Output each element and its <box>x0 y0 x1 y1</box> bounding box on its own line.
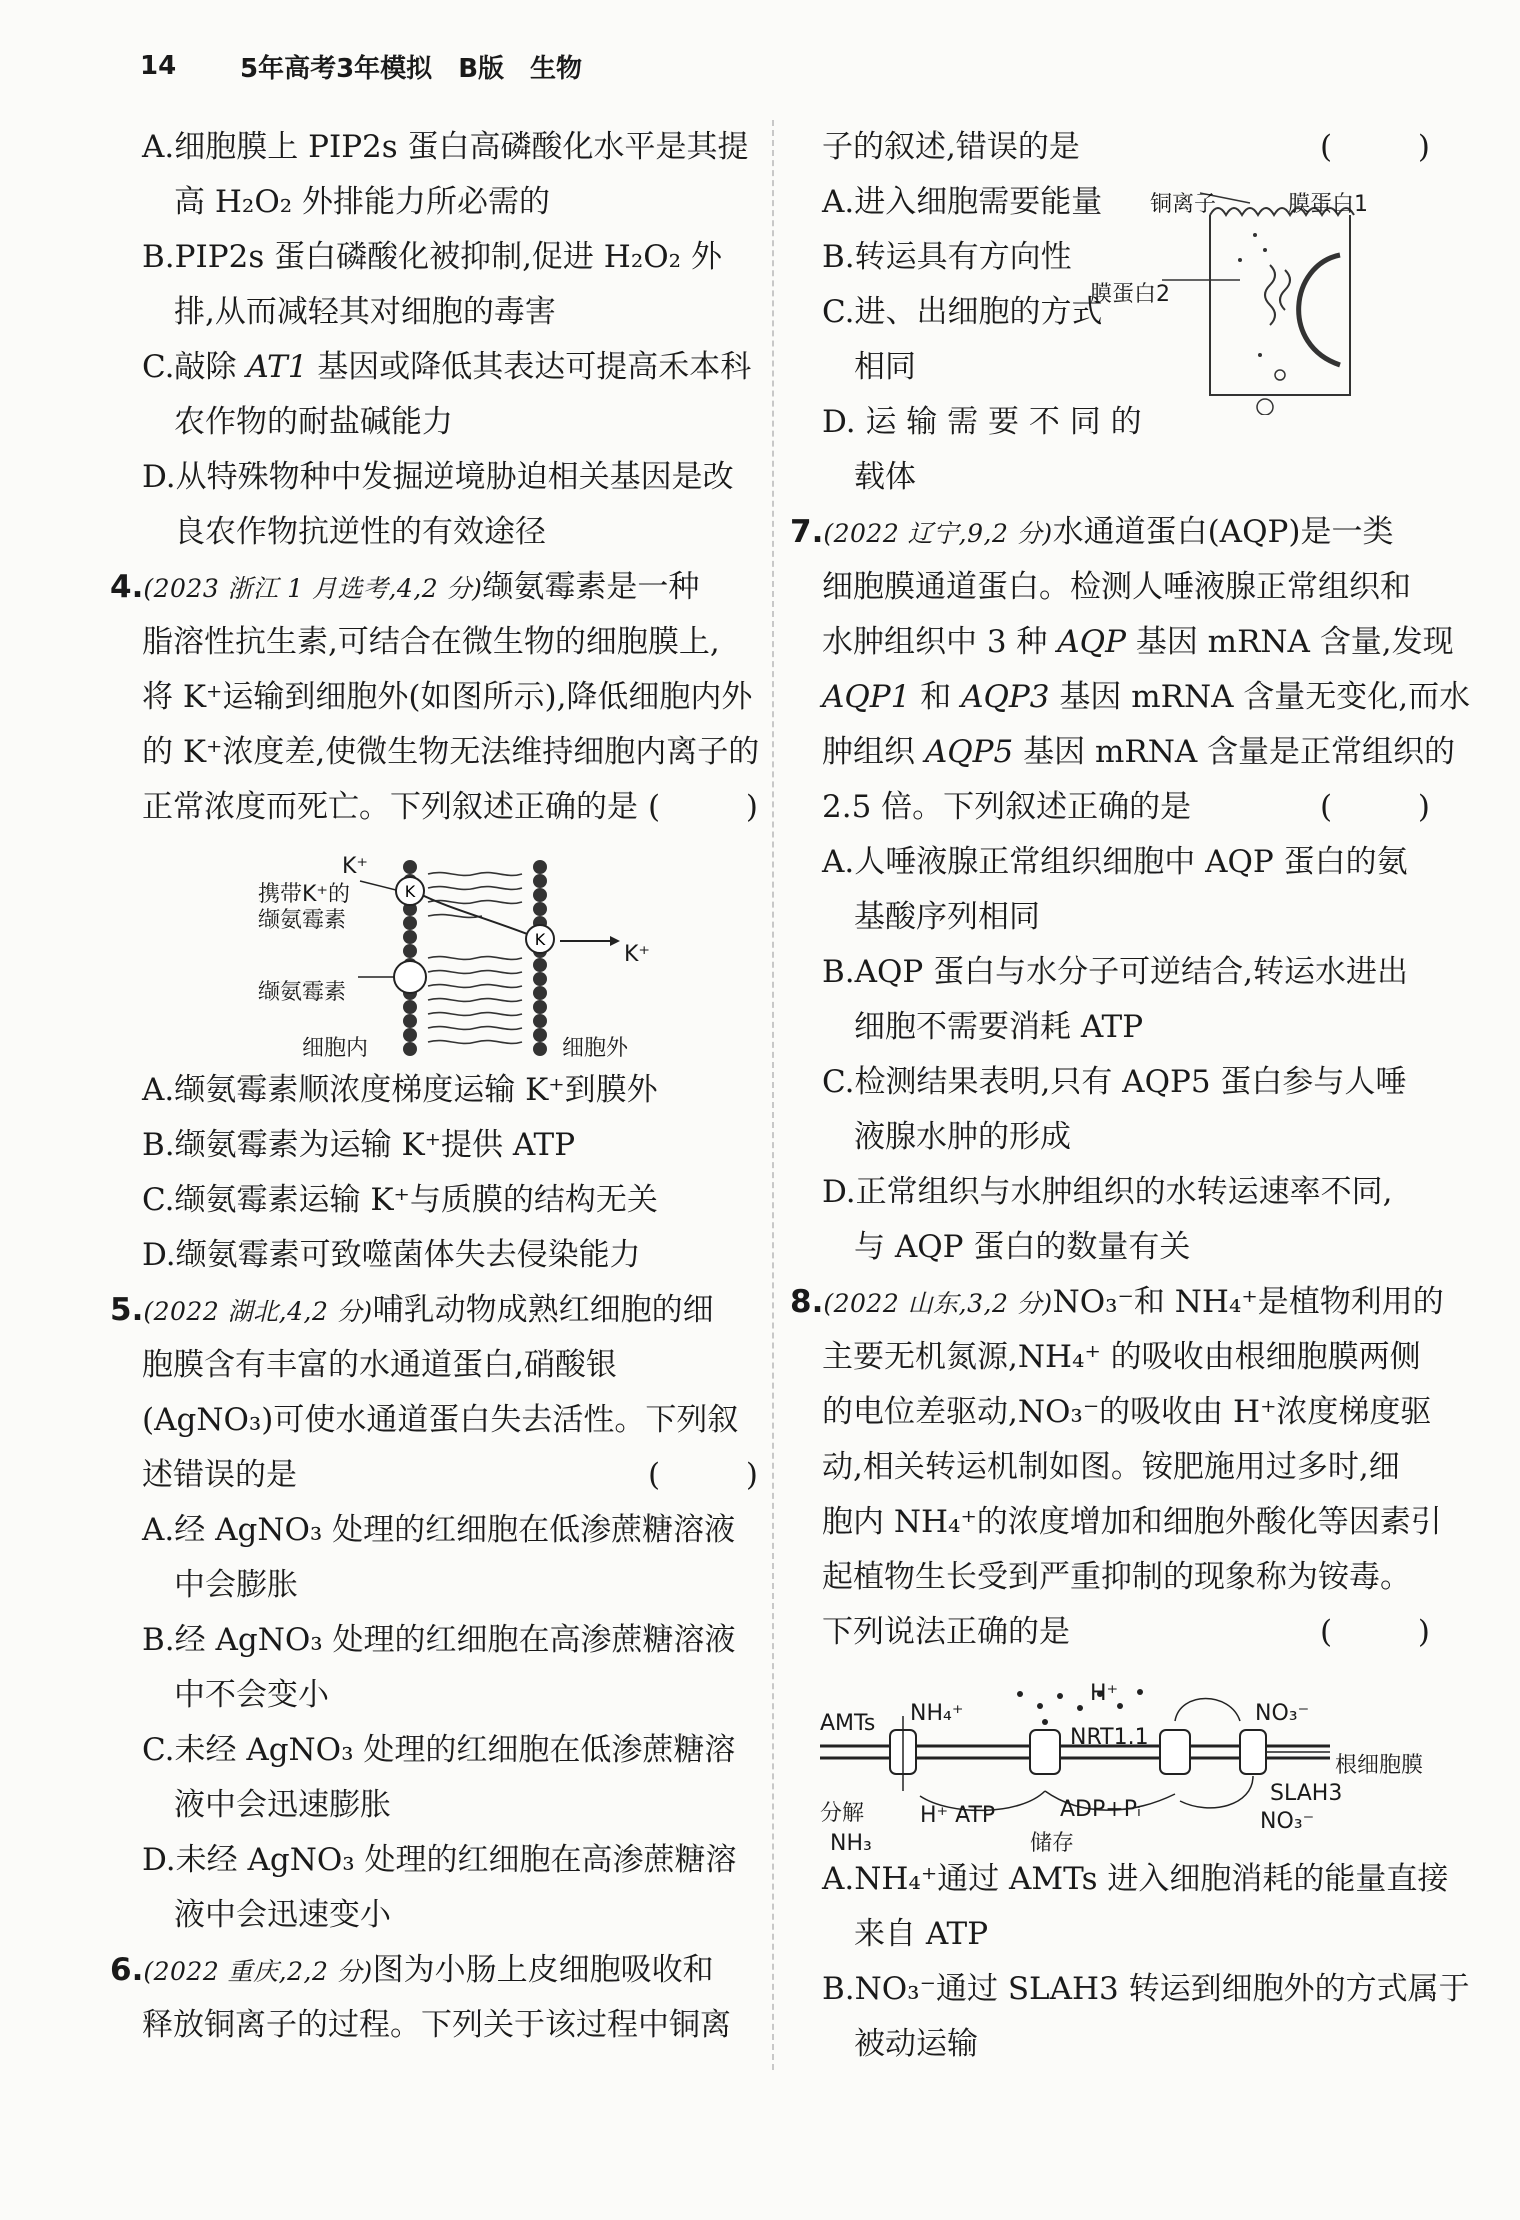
page-header <box>140 46 1440 86</box>
copper-dot <box>1253 233 1257 237</box>
nh4-label: NH₄⁺ <box>910 1701 964 1726</box>
option-c-line1: C.检测结果表明,只有 AQP5 蛋白参与人唾 <box>822 1064 1407 1100</box>
arrow-head <box>610 936 620 946</box>
lipid-tail <box>428 971 522 974</box>
answer-blank: ( ) <box>648 789 758 825</box>
option-a-line2: 中会膨胀 <box>174 1567 298 1603</box>
h-top-label: H⁺ <box>1090 1681 1119 1706</box>
phospholipid-head <box>533 902 547 916</box>
subject-label: 生物 <box>530 53 583 84</box>
inside-label: 细胞内 <box>302 1036 369 1061</box>
phospholipid-head <box>403 1028 417 1042</box>
valinomycin-label: 缬氨霉素 <box>258 980 347 1005</box>
amts-label: AMTs <box>820 1711 876 1736</box>
option-c-line2: 农作物的耐盐碱能力 <box>174 404 453 440</box>
option-a-line1: A.经 AgNO₃ 处理的红细胞在低渗蔗糖溶液 <box>142 1512 736 1548</box>
option-c-line2: 相同 <box>854 349 916 385</box>
phospholipid-head <box>533 860 547 874</box>
nh3-label: NH₃ <box>830 1831 872 1856</box>
lipid-tail <box>428 999 522 1002</box>
carrier-label-2: 缬氨霉素 <box>258 908 347 933</box>
question-7 <box>790 505 1471 1275</box>
option-d-line1: D. 运 输 需 要 不 同 的 <box>822 404 1142 440</box>
option-a-line1: A.细胞膜上 PIP2s 蛋白高磷酸化水平是其提 <box>142 129 749 165</box>
question-number: 4. <box>110 569 144 605</box>
question-number: 7. <box>790 514 824 550</box>
lipid-tail <box>428 1041 522 1044</box>
phospholipid-head <box>533 972 547 986</box>
question-3-options <box>110 120 758 560</box>
option-d-line2: 良农作物抗逆性的有效途径 <box>174 514 546 550</box>
phospholipid-head <box>533 1014 547 1028</box>
question-5 <box>110 1283 758 1943</box>
answer-blank: ( ) <box>648 1457 758 1493</box>
option-b: B.转运具有方向性 <box>822 239 1072 275</box>
phospholipid-head <box>403 1000 417 1014</box>
question-7-stem-line6: 2.5 倍。下列叙述正确的是 ( ) <box>790 780 1430 835</box>
k-top-label: K⁺ <box>342 854 369 879</box>
question-8-stem-line1: 8.(2022 山东,3,2 分)NO₃⁻和 NH₄⁺是植物利用的 <box>790 1284 1444 1320</box>
nucleus <box>1299 255 1340 365</box>
question-4 <box>110 560 758 1283</box>
lipid-tail <box>428 1013 522 1016</box>
h-ion-dot <box>1137 1689 1143 1695</box>
carrier-label-1: 携带K⁺的 <box>258 882 351 907</box>
option-d-line1: D.正常组织与水肿组织的水转运速率不同, <box>822 1174 1393 1210</box>
left-column <box>110 120 758 2053</box>
option-c-line2: 液腺水肿的形成 <box>854 1119 1071 1155</box>
lipid-tail <box>428 873 522 876</box>
nrt-transporter <box>1160 1730 1190 1774</box>
question-6-start <box>110 1943 758 2053</box>
copper-ion-label: 铜离子 <box>1150 192 1217 217</box>
option-c: C.缬氨霉素运输 K⁺与质膜的结构无关 <box>142 1182 658 1218</box>
phospholipid-head <box>403 1042 417 1056</box>
option-a: A.缬氨霉素顺浓度梯度运输 K⁺到膜外 <box>142 1072 658 1108</box>
question-8-stem-line3: 的电位差驱动,NO₃⁻的吸收由 H⁺浓度梯度驱 <box>822 1394 1432 1430</box>
phospholipid-head <box>403 930 417 944</box>
golgi <box>1265 265 1275 325</box>
copper-dot <box>1263 248 1267 252</box>
question-source: (2022 山东,3,2 分) <box>823 1289 1053 1318</box>
option-d-line1: D.从特殊物种中发掘逆境胁迫相关基因是改 <box>142 459 734 495</box>
copper-dot <box>1258 353 1262 357</box>
question-number: 8. <box>790 1284 824 1320</box>
question-6-stem-line2: 释放铜离子的过程。下列关于该过程中铜离 <box>142 2007 731 2043</box>
h-cycle-arrow <box>1175 1699 1240 1722</box>
option-b-line1: B.PIP2s 蛋白磷酸化被抑制,促进 H₂O₂ 外 <box>142 239 722 275</box>
option-a-line1: A.人唾液腺正常组织细胞中 AQP 蛋白的氨 <box>822 844 1408 880</box>
option-b-line2: 被动运输 <box>854 2026 978 2062</box>
question-7-stem-line4: AQP1 和 AQP3 基因 mRNA 含量无变化,而水 <box>822 679 1471 715</box>
question-6-stem-end: 子的叙述,错误的是 ( ) <box>790 120 1430 175</box>
question-8-stem-line6: 起植物生长受到严重抑制的现象称为铵毒。 <box>822 1559 1411 1595</box>
question-4-stem-line5: 正常浓度而死亡。下列叙述正确的是 ( ) <box>110 780 758 835</box>
slah3-label: SLAH3 <box>1270 1781 1343 1806</box>
option-c-line1: C.敲除 AT1 基因或降低其表达可提高禾本科 <box>142 349 752 385</box>
phospholipid-head <box>533 986 547 1000</box>
phospholipid-head <box>403 944 417 958</box>
question-4-stem-line4: 的 K⁺浓度差,使微生物无法维持细胞内离子的 <box>142 734 760 770</box>
phospholipid-head <box>533 888 547 902</box>
golgi <box>1280 270 1290 310</box>
outside-label: 细胞外 <box>562 1036 629 1061</box>
phospholipid-head <box>533 1042 547 1056</box>
phospholipid-head <box>533 1000 547 1014</box>
question-source: (2022 重庆,2,2 分) <box>143 1957 373 1986</box>
option-d-line2: 载体 <box>854 459 916 495</box>
answer-blank: ( ) <box>1320 789 1430 825</box>
h-ion-dot <box>1037 1703 1043 1709</box>
h-ion-dot <box>1017 1691 1023 1697</box>
question-source: (2022 湖北,4,2 分) <box>143 1297 373 1326</box>
option-a-line2: 基酸序列相同 <box>854 899 1040 935</box>
phospholipid-head <box>403 916 417 930</box>
question-8-stem-line5: 胞内 NH₄⁺的浓度增加和细胞外酸化等因素引 <box>822 1504 1442 1540</box>
question-number: 5. <box>110 1292 144 1328</box>
question-7-stem-line1: 7.(2022 辽宁,9,2 分)水通道蛋白(AQP)是一类 <box>790 514 1394 550</box>
vesicle <box>1275 370 1285 380</box>
gene-name: AT1 <box>246 349 308 385</box>
option-d: D.缬氨霉素可致噬菌体失去侵染能力 <box>142 1237 641 1273</box>
question-8-stem-line2: 主要无机氮源,NH₄⁺ 的吸收由根细胞膜两侧 <box>822 1339 1421 1375</box>
no3-bottom-label: NO₃⁻ <box>1260 1809 1315 1834</box>
option-b-line2: 细胞不需要消耗 ATP <box>854 1009 1144 1045</box>
option-b-line2: 排,从而减轻其对细胞的毒害 <box>174 294 556 330</box>
question-4-stem-line1: 4.(2023 浙江 1 月选考,4,2 分)缬氨霉素是一种 <box>110 569 700 605</box>
question-source: (2022 辽宁,9,2 分) <box>823 519 1053 548</box>
question-8-stem-line4: 动,相关转运机制如图。铵肥施用过多时,细 <box>822 1449 1400 1485</box>
membrane-protein-2-label: 膜蛋白2 <box>1090 282 1170 307</box>
intestinal-cell-figure <box>1090 175 1430 415</box>
lipid-tail <box>428 957 522 960</box>
question-6-stem-line1: 6.(2022 重庆,2,2 分)图为小肠上皮细胞吸收和 <box>110 1952 714 1988</box>
book-title: 5年高考3年模拟 <box>240 53 433 84</box>
question-7-stem-line3: 水肿组织中 3 种 AQP 基因 mRNA 含量,发现 <box>822 624 1454 660</box>
option-c-line1: C.进、出细胞的方式 <box>822 294 1103 330</box>
k-label: K <box>404 882 416 901</box>
valinomycin-free <box>394 961 426 993</box>
lipid-tail <box>428 887 522 890</box>
phospholipid-head <box>533 874 547 888</box>
option-d-line1: D.未经 AgNO₃ 处理的红细胞在高渗蔗糖溶 <box>142 1842 737 1878</box>
option-c-line2: 液中会迅速膨胀 <box>174 1787 391 1823</box>
k-label: K <box>534 930 546 949</box>
no3-cycle-arrow <box>1180 1776 1253 1808</box>
question-7-stem-line2: 细胞膜通道蛋白。检测人唾液腺正常组织和 <box>822 569 1411 605</box>
lipid-tail <box>428 985 522 988</box>
phospholipid-head <box>533 958 547 972</box>
question-8 <box>790 1275 1470 2072</box>
vesicle <box>1257 399 1273 415</box>
right-column <box>790 120 1471 2072</box>
phospholipid-head <box>533 1028 547 1042</box>
k-out-label: K⁺ <box>624 942 651 967</box>
store-label: 储存 <box>1030 1831 1075 1856</box>
membrane-protein-1-label: 膜蛋白1 <box>1288 192 1368 217</box>
option-b-line2: 中不会变小 <box>174 1677 329 1713</box>
column-divider <box>772 120 774 2070</box>
valinomycin-membrane-figure <box>110 839 758 1059</box>
answer-blank: ( ) <box>1320 1614 1430 1650</box>
question-source: (2023 浙江 1 月选考,4,2 分) <box>143 574 483 603</box>
ammonium-transport-figure <box>790 1666 1430 1856</box>
membrane-diagram <box>110 839 758 1059</box>
nrt-label: NRT1.1 <box>1070 1725 1149 1750</box>
option-b-line1: B.经 AgNO₃ 处理的红细胞在高渗蔗糖溶液 <box>142 1622 736 1658</box>
option-d-line2: 液中会迅速变小 <box>174 1897 391 1933</box>
option-b-line1: B.NO₃⁻通过 SLAH3 转运到细胞外的方式属于 <box>822 1971 1470 2007</box>
question-5-stem-line3: (AgNO₃)可使水通道蛋白失去活性。下列叙 <box>142 1402 739 1438</box>
h-atp-label: H⁺ ATP <box>920 1803 996 1828</box>
question-5-stem-line2: 胞膜含有丰富的水通道蛋白,硝酸银 <box>142 1347 617 1383</box>
question-7-stem-line5: 肿组织 AQP5 基因 mRNA 含量是正常组织的 <box>822 734 1456 770</box>
question-6-cont <box>790 120 1430 505</box>
question-4-stem-line3: 将 K⁺运输到细胞外(如图所示),降低细胞内外 <box>142 679 753 715</box>
answer-blank: ( ) <box>1320 129 1430 165</box>
option-c-line1: C.未经 AgNO₃ 处理的红细胞在低渗蔗糖溶 <box>142 1732 736 1768</box>
page-number: 14 <box>140 51 177 81</box>
phospholipid-head <box>403 860 417 874</box>
question-number: 6. <box>110 1952 144 1988</box>
adp-label: ADP+Pᵢ <box>1060 1797 1141 1822</box>
option-a-line2: 来自 ATP <box>854 1916 989 1952</box>
no3-top-label: NO₃⁻ <box>1255 1701 1310 1726</box>
option-a-line1: A.NH₄⁺通过 AMTs 进入细胞消耗的能量直接 <box>822 1861 1449 1897</box>
question-4-stem-line2: 脂溶性抗生素,可结合在微生物的细胞膜上, <box>142 624 720 660</box>
h-ion-dot <box>1057 1693 1063 1699</box>
option-b: B.缬氨霉素为运输 K⁺提供 ATP <box>142 1127 576 1163</box>
phospholipid-head <box>403 1014 417 1028</box>
copper-dot <box>1238 258 1242 262</box>
membrane-label: 根细胞膜 <box>1335 1753 1424 1778</box>
decompose-label: 分解 <box>820 1801 865 1826</box>
lipid-tail <box>428 1027 522 1030</box>
option-a-line2: 高 H₂O₂ 外排能力所必需的 <box>174 184 551 220</box>
h-ion-dot <box>1042 1719 1048 1725</box>
question-5-stem-line4: 述错误的是 ( ) <box>110 1448 758 1503</box>
option-b-line1: B.AQP 蛋白与水分子可逆结合,转运水进出 <box>822 954 1409 990</box>
edition-label: B版 <box>458 53 505 84</box>
cell-outline <box>1210 215 1350 395</box>
option-d-line2: 与 AQP 蛋白的数量有关 <box>854 1229 1191 1265</box>
question-8-stem-line7: 下列说法正确的是 ( ) <box>790 1605 1430 1660</box>
question-5-stem-line1: 5.(2022 湖北,4,2 分)哺乳动物成熟红细胞的细 <box>110 1292 714 1328</box>
atpase-pump <box>1030 1730 1060 1774</box>
option-a: A.进入细胞需要能量 <box>822 184 1103 220</box>
